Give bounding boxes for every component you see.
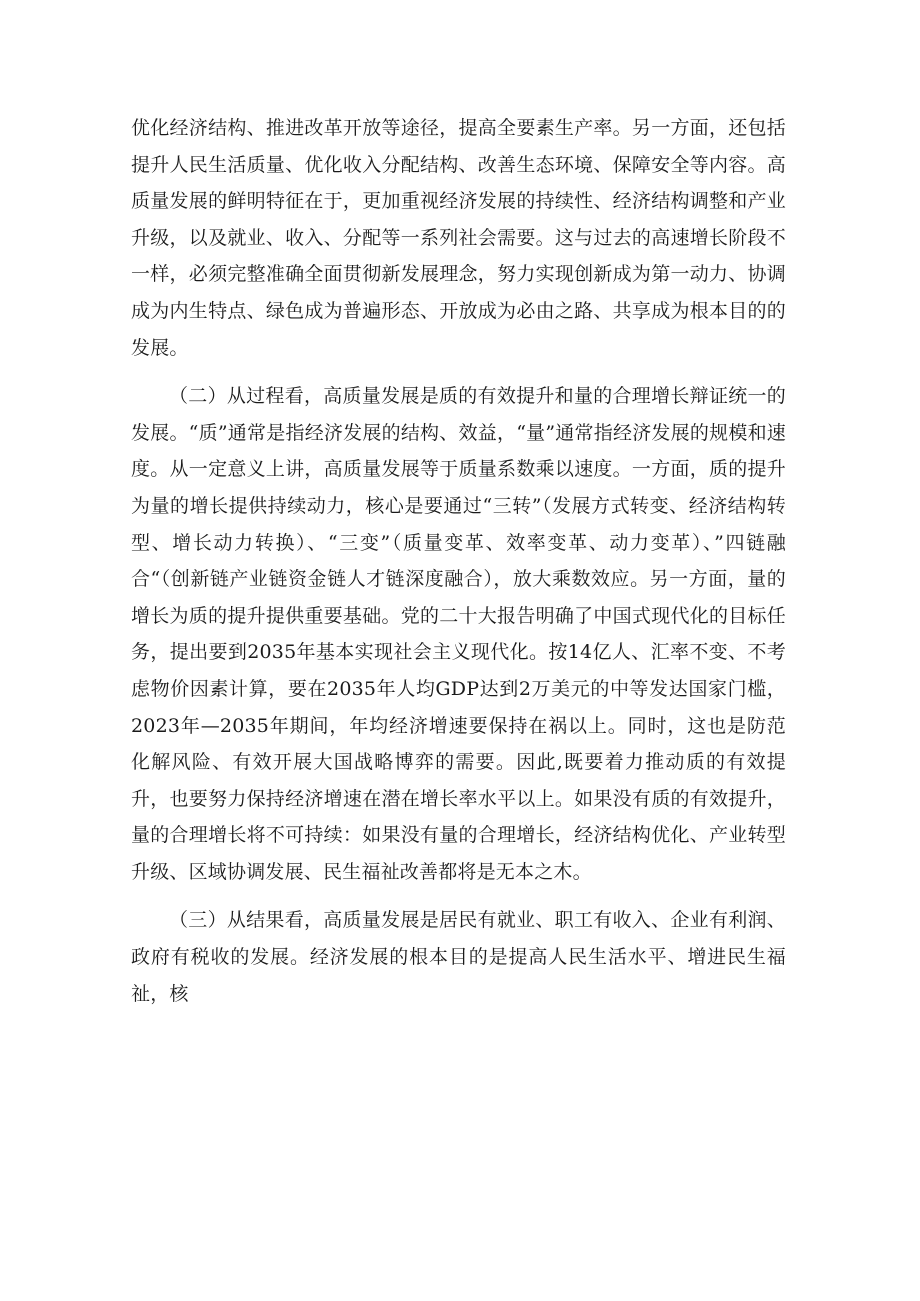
paragraph-continuation: 优化经济结构、推进改革开放等途径，提高全要素生产率。另一方面，还包括提升人民生活质量、优化收入分配结构、改善生态环境、保障安全等内容。高质量发展的鲜明特征在于，更加重视经济发展的持续性、经济结构调整和产业升级，以及就业、收入、分配等一系列社会需要。这与过去的高速增长阶段不一样，必须完整准确全面贯彻新发展理念，努力实现创新成为第一动力、协调成为内生特点、绿色成为普遍形态、开放成为必由之路、共享成为根本目的的发展。: [131, 117, 786, 359]
paragraph-result-view: （三）从结果看，高质量发展是居民有就业、职工有收入、企业有利润、政府有税收的发展。经济发展的根本目的是提高人民生活水平、增进民生福祉，核: [131, 909, 786, 1005]
document-body: [131, 110, 786, 1024]
paragraph-process-view: （二）从过程看，高质量发展是质的有效提升和量的合理增长辩证统一的发展。“质”通常是指经济发展的结构、效益，“量”通常指经济发展的规模和速度。从一定意义上讲，高质量发展等于质量系数乘以速度。一方面，质的提升为量的增长提供持续动力，核心是要通过“三转”（发展方式转变、经济结构转型、增长动力转换）、“三变”（质量变革、效率变革、动力变革）、”四链融合“（创新链产业链资金链人才链深度融合），放大乘数效应。另一方面，量的增长为质的提升提供重要基础。党的二十大报告明确了中国式现代化的目标任务，提出要到2035年基本实现社会主义现代化。按14亿人、汇率不变、不考虑物价因素计算，要在2035年人均GDP达到2万美元的中等发达国家门槛，2023年—2035年期间，年均经济增速要保持在祸以上。同时，这也是防范化解风险、有效开展大国战略博弈的需要。因此,既要着力推动质的有效提升，也要努力保持经济增速在潜在增长率水平以上。如果没有质的有效提升，量的合理增长将不可持续：如果没有量的合理增长，经济结构优化、产业转型升级、区域协调发展、民生福祉改善都将是无本之木。: [131, 385, 786, 883]
